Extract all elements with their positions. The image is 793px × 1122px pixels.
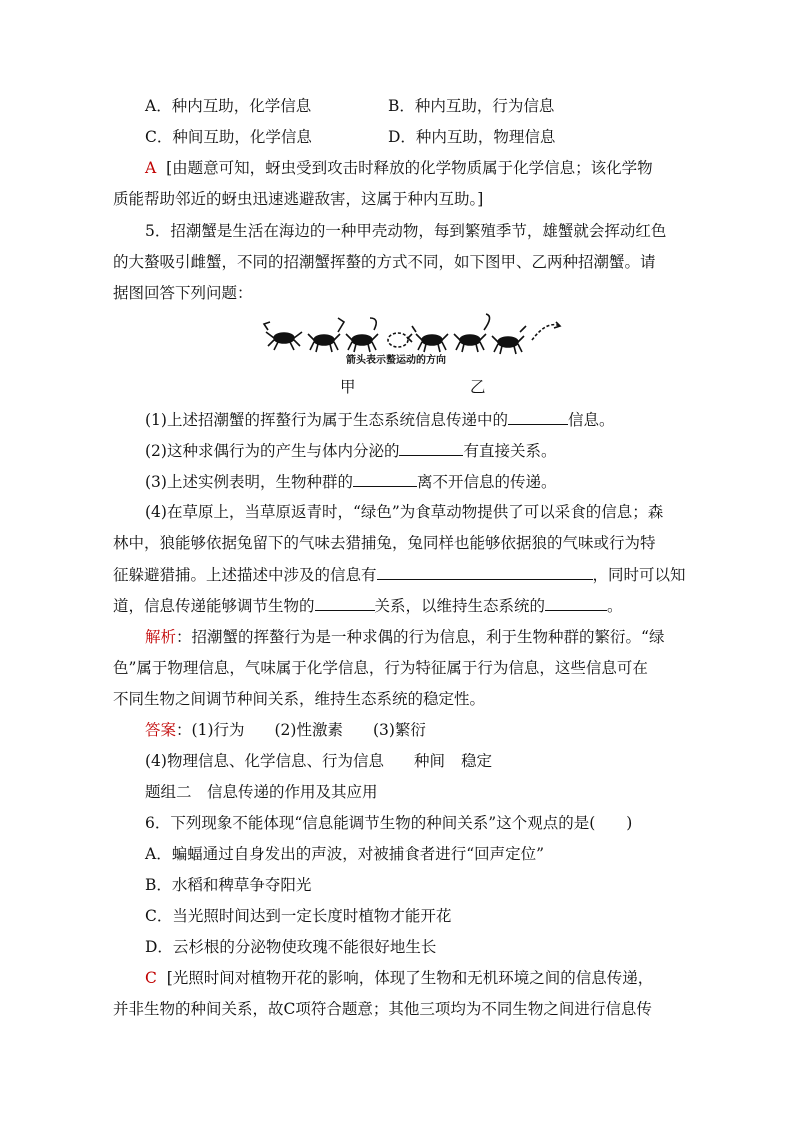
- crab-yi-3: [492, 326, 526, 354]
- q5-sub-3: [145, 470, 556, 493]
- answer-blank: [315, 594, 375, 611]
- q6-answer-line-1: [145, 967, 653, 989]
- q5-explain-line-2: 色”属于物理信息，气味属于化学信息，行为特征属于行为信息，这些信息可在: [113, 659, 648, 677]
- q6-answer-line-2: 并非生物的种间关系，故C项符合题意；其他三项均为不同生物之间进行信息传: [113, 1000, 652, 1018]
- answer-colon: ：: [176, 721, 192, 739]
- answer-1: (1)行为: [191, 721, 245, 739]
- q4-option-row-1: [145, 95, 555, 117]
- q5-sub-4-line-4-tail: 。: [607, 597, 623, 615]
- q6-option-a: A．蝙蝠通过自身发出的声波，对被捕食者进行“回声定位”: [145, 845, 545, 863]
- q5-sub-2-tail: 有直接关系。: [463, 442, 557, 460]
- crab-jia-3: [346, 318, 378, 352]
- answer-blank: [377, 563, 593, 580]
- q5-sub-4-line-4-mid: 关系，以维持生态系统的: [374, 597, 546, 615]
- q5-sub-3-tail: 离不开信息的传递。: [416, 473, 557, 491]
- q6-option-d: D．云杉根的分泌物使玫瑰不能很好地生长: [145, 938, 437, 956]
- q5-sub-3-text: (3)上述实例表明，生物种群的: [145, 473, 353, 491]
- answer-4-c: 稳定: [460, 752, 492, 770]
- q5-sub-4-line-1: (4)在草原上，当草原返青时，“绿色”为食草动物提供了可以采食的信息；森: [145, 503, 664, 521]
- crab-yi-2: [454, 314, 490, 352]
- q5-sub-4-line-4: [113, 594, 623, 617]
- figure-label-yi: 乙: [470, 378, 486, 396]
- explain-label: 解析: [145, 628, 177, 646]
- q4-option-b: B．种内互助，行为信息: [388, 97, 555, 115]
- q4-answer-line-1: [145, 157, 653, 179]
- group-2-title: 题组二 信息传递的作用及其应用: [145, 783, 378, 801]
- answer-4: (4)物理信息、化学信息、行为信息: [145, 752, 384, 770]
- answer-blank: [508, 408, 568, 425]
- crab-jia-2: [308, 318, 344, 352]
- q5-sub-2-text: (2)这种求偶行为的产生与体内分泌的: [145, 442, 400, 460]
- q6-stem: 6．下列现象不能体现“信息能调节生物的种间关系”这个观点的是( ): [145, 814, 633, 832]
- q5-sub-4-line-4-text: 道，信息传递能够调节生物的: [113, 597, 315, 615]
- q6-option-b: B．水稻和稗草争夺阳光: [145, 876, 312, 894]
- q5-stem-line-1: 5．招潮蟹是生活在海边的一种甲壳动物，每到繁殖季节，雄蟹就会挥动红色: [145, 222, 667, 240]
- figure-label-jia: 甲: [340, 378, 356, 396]
- answer-blank: [353, 470, 417, 487]
- q4-option-row-2: [145, 126, 556, 148]
- q5-sub-1-tail: 信息。: [567, 411, 615, 429]
- q5-answer-line-1: [145, 719, 426, 741]
- q5-sub-4-line-3: [113, 563, 686, 586]
- figure-caption: 箭头表示螯运动的方向: [346, 355, 446, 366]
- answer-3: (3)繁衍: [372, 721, 426, 739]
- answer-label: 答案: [145, 721, 177, 739]
- q5-sub-4-line-3-tail: ，同时可以知: [592, 566, 686, 584]
- q4-option-c: C．种间互助，化学信息: [145, 128, 312, 146]
- crab-yi-1: [412, 326, 448, 352]
- q5-sub-4-line-2: 林中，狼能够依据兔留下的气味去猎捕兔，兔同样也能够依据狼的气味或行为特: [113, 534, 656, 552]
- crab-jia-1: [264, 322, 302, 350]
- explain-text-1: 招潮蟹的挥螯行为是一种求偶的行为信息，利于生物种群的繁衍。“绿: [191, 628, 665, 646]
- answer-blank: [399, 439, 463, 456]
- q5-explain-line-3: 不同生物之间调节种间关系，维持生态系统的稳定性。: [113, 690, 486, 708]
- q6-option-c: C．当光照时间达到一定长度时植物才能开花: [145, 907, 452, 925]
- q4-option-d: D．种内互助，物理信息: [388, 128, 556, 146]
- q4-answer-line-2: 质能帮助邻近的蚜虫迅速逃避敌害，这属于种内互助。]: [113, 190, 484, 208]
- q5-sub-4-line-3-text: 征躲避猎捕。上述描述中涉及的信息有: [113, 566, 377, 584]
- q5-explain-line-1: [145, 626, 664, 648]
- q5-sub-1-text: (1)上述招潮蟹的挥螯行为属于生态系统信息传递中的: [145, 411, 508, 429]
- answer-4-b: 种间: [413, 752, 445, 770]
- explain-colon: ：: [176, 628, 192, 646]
- q5-sub-1: [145, 408, 614, 431]
- q4-answer-letter: A: [145, 159, 157, 177]
- q6-answer-letter: C: [145, 969, 157, 987]
- answer-blank: [545, 594, 607, 611]
- q4-answer-text-1: [由题意可知，蚜虫受到攻击时释放的化学物质属于化学信息；该化学物: [166, 159, 653, 177]
- movement-arrow-jia: [388, 333, 412, 347]
- answer-2: (2)性激素: [274, 721, 343, 739]
- movement-arrow-yi: [532, 322, 560, 340]
- q5-stem-line-3: 据图回答下列问题：: [113, 284, 253, 302]
- q4-option-a: A．种内互助，化学信息: [145, 97, 312, 115]
- q5-stem-line-2: 的大螯吸引雌蟹，不同的招潮蟹挥螯的方式不同，如下图甲、乙两种招潮蟹。请: [113, 253, 656, 271]
- q5-answer-line-2: [145, 750, 492, 772]
- q6-answer-text-1: [光照时间对植物开花的影响，体现了生物和无机环境之间的信息传递，: [166, 969, 654, 987]
- q5-sub-2: [145, 439, 556, 462]
